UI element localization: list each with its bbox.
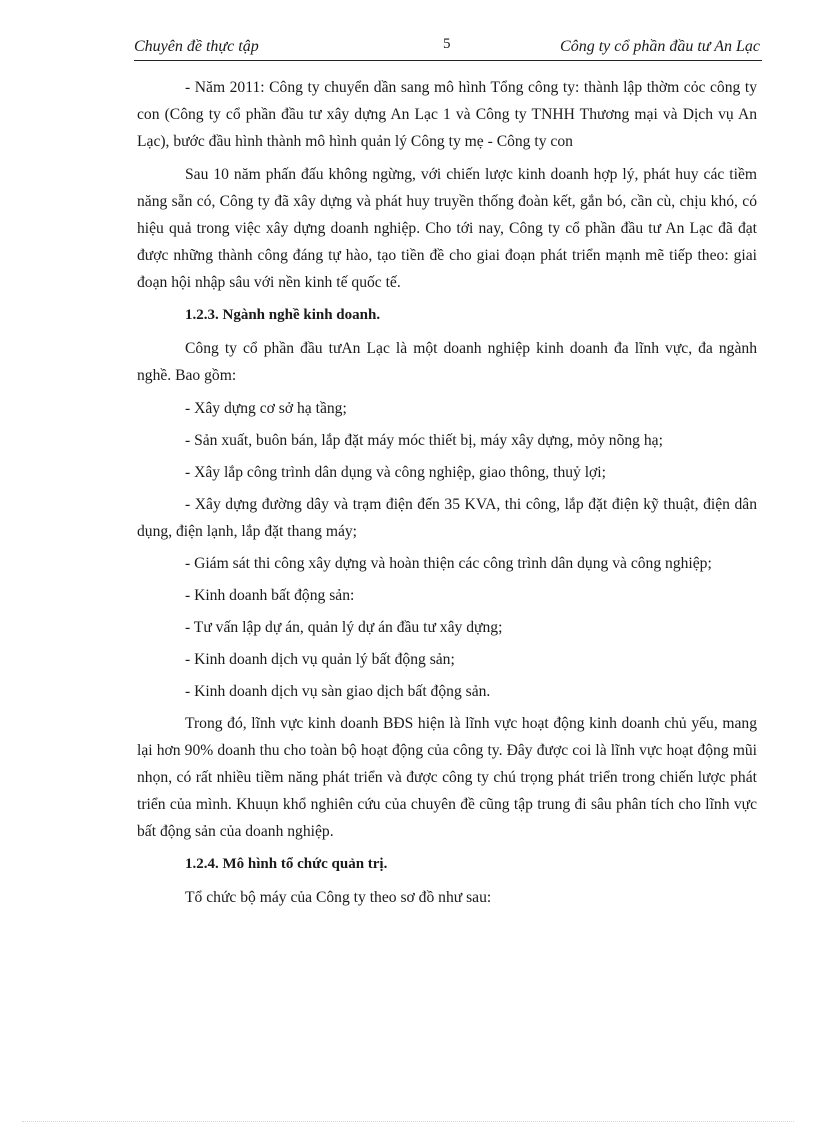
page-header — [134, 38, 762, 61]
section-heading-management-model: 1.2.4. Mô hình tổ chức quản trị. — [185, 856, 388, 872]
paragraph-real-estate-focus: Trong đó, lĩnh vực kinh doanh BĐS hiện là lĩnh vực hoạt động kinh doanh chủ yếu, mang lại hơn 90% doanh thu cho toàn bộ hoạt động của công ty. Đây được coi là lĩnh vực hoạt động mũi nhọn, có rất nhiều tiềm năng phát triển và được công ty chú trọng phát triển trong chiến lược phát triển của mình. Khuụn khổ nghiên cứu của chuyên đề cũng tập trung đi sâu phân tích cho lĩnh vực bất động sản của doanh nghiệp. — [137, 715, 757, 840]
list-item: - Giám sát thi công xây dựng và hoàn thiện các công trình dân dụng và công nghiệp; — [185, 555, 712, 572]
list-item: - Sản xuất, buôn bán, lắp đặt máy móc thiết bị, máy xây dựng, mỏy nõng hạ; — [185, 432, 663, 449]
list-item: - Xây lắp công trình dân dụng và công nghiệp, giao thông, thuỷ lợi; — [185, 464, 606, 481]
paragraph-business-intro: Công ty cổ phần đầu tưAn Lạc là một doanh nghiệp kinh doanh đa lĩnh vực, đa ngành nghề. Bao gồm: — [137, 340, 757, 384]
list-item: - Kinh doanh dịch vụ sàn giao dịch bất động sản. — [185, 683, 491, 700]
paragraph-2011-history: - Năm 2011: Công ty chuyển dần sang mô hình Tổng công ty: thành lập thờm cỏc công ty con (Công ty cổ phần đầu tư xây dựng An Lạc 1 và Công ty TNHH Thương mại và Dịch vụ An Lạc), bước đầu hình thành mô hình quản lý Công ty mẹ - Công ty con — [137, 79, 757, 150]
list-item: - Xây dựng đường dây và trạm điện đến 35 KVA, thi công, lắp đặt điện kỹ thuật, điện dân dụng, điện lạnh, lắp đặt thang máy; — [137, 496, 757, 540]
page-body — [137, 74, 757, 917]
header-document-type: Chuyên đề thực tập — [134, 38, 259, 55]
paragraph-achievements: Sau 10 năm phấn đấu không ngừng, với chiến lược kinh doanh hợp lý, phát huy các tiềm năng sẵn có, Công ty đã xây dựng và phát huy truyền thống đoàn kết, gắn bó, cần cù, chịu khó, có hiệu quả trong việc xây dựng doanh nghiệp. Cho tới nay, Công ty cổ phần đầu tư An Lạc đã đạt được những thành công đáng tự hào, tạo tiền đề cho giai đoạn phát triển mạnh mẽ tiếp theo: giai đoạn hội nhập sâu với nền kinh tế quốc tế. — [137, 166, 757, 291]
list-item: - Kinh doanh dịch vụ quản lý bất động sản; — [185, 651, 455, 668]
list-item: - Tư vấn lập dự án, quản lý dự án đầu tư xây dựng; — [185, 619, 503, 636]
page-bottom-divider — [22, 1121, 794, 1122]
section-heading-business-lines: 1.2.3. Ngành nghề kinh doanh. — [185, 307, 381, 323]
list-item: - Xây dựng cơ sở hạ tầng; — [185, 400, 347, 417]
paragraph-org-chart-intro: Tổ chức bộ máy của Công ty theo sơ đồ như sau: — [185, 889, 492, 906]
list-item: - Kinh doanh bất động sản: — [185, 587, 355, 604]
page-number: 5 — [443, 36, 451, 52]
header-company-name: Công ty cổ phần đầu tư An Lạc — [560, 38, 760, 55]
